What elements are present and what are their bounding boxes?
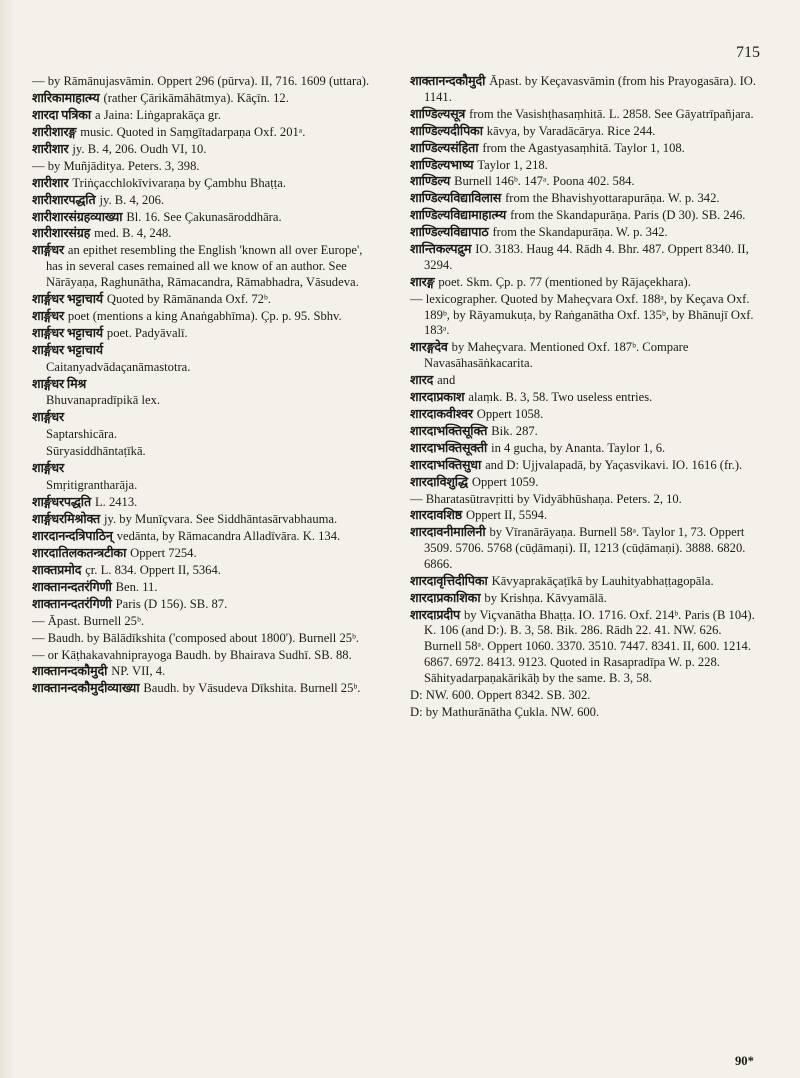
sanskrit-headword: शाण्डिल्यसूत्र (410, 106, 466, 121)
entry-text: jy. B. 4, 206. Oudh VI, 10. (72, 141, 207, 156)
catalog-entry (410, 688, 760, 704)
entry-text: Triṅçacchlokīvivaraṇa by Çambhu Bhaṭṭa. (72, 175, 286, 190)
catalog-entry (32, 74, 382, 90)
catalog-entry (410, 242, 760, 274)
entry-text: from the Vasishṭhasaṃhitā. L. 2858. See Gāyatrīpañjara. (469, 106, 754, 121)
sanskrit-headword: शाण्डिल्यविद्यामाहात्म्य (410, 208, 507, 223)
sanskrit-headword: शारदावनीमालिनी (410, 525, 486, 540)
sanskrit-headword: शाण्डिल्य (410, 174, 451, 189)
entry-text: from the Bhavishyottarapurāṇa. W. p. 342. (505, 191, 720, 206)
sanskrit-headword: शारीशारङ्ग (32, 124, 77, 139)
entry-text: Burnell 146ᵇ. 147ᵃ. Poona 402. 584. (454, 174, 635, 189)
signature-mark: 90* (735, 1054, 754, 1068)
catalog-entry (32, 631, 382, 647)
catalog-entry (32, 546, 382, 562)
catalog-entry (410, 492, 760, 508)
catalog-entry (410, 424, 760, 440)
sanskrit-headword: शार्ङ्गधर भट्टाचार्य (32, 291, 103, 306)
sanskrit-headword: शार्ङ्गधर भट्टाचार्य (32, 325, 103, 340)
catalog-entry (410, 141, 760, 157)
catalog-entry (410, 407, 760, 423)
sanskrit-headword: शारदातिलकतन्त्रटीका (32, 545, 127, 560)
catalog-entry (410, 390, 760, 406)
sanskrit-headword: शाण्डिल्यसंहिता (410, 140, 479, 155)
entry-text: NP. VII, 4. (111, 664, 166, 679)
sanskrit-headword: शारिकामाहात्म्य (32, 90, 100, 105)
sanskrit-headword: शाक्तानन्दतरंगिणी (32, 579, 112, 594)
catalog-entry (410, 124, 760, 140)
catalog-entry (32, 91, 382, 107)
catalog-entry (32, 210, 382, 226)
page-number: 715 (736, 44, 760, 61)
catalog-entry (410, 208, 760, 224)
sanskrit-headword: शारङ्गदेव (410, 340, 448, 355)
entry-text: — lexicographer. Quoted by Maheçvara Oxf. 188ᵃ, by Keçava Oxf. 189ᵇ, by Rāyamukuṭa, by Raṅganātha Oxf. 135ᵇ, by Bhānujī Oxf. 183ᵃ. (410, 291, 754, 338)
sanskrit-headword: शाण्डिल्यभाष्य (410, 157, 474, 172)
sanskrit-headword: शारदाभक्तिसुधा (410, 457, 482, 472)
catalog-entry (32, 377, 382, 393)
catalog-entry (410, 174, 760, 190)
catalog-entry (32, 159, 382, 175)
sanskrit-headword: शारदाभक्तिसूक्ती (410, 440, 488, 455)
entry-text: IO. 3183. Haug 44. Rādh 4. Bhr. 487. Oppert 8340. II, 3294. (424, 242, 749, 272)
entry-text: Ben. 11. (115, 579, 158, 594)
entry-text: — by Rāmānujasvāmin. Oppert 296 (pūrva). II, 716. 1609 (uttara). (32, 74, 370, 88)
catalog-entry (32, 410, 382, 426)
catalog-entry (32, 243, 382, 290)
catalog-entry (410, 292, 760, 339)
sanskrit-headword: शार्ङ्गधर मिश्र (32, 376, 87, 391)
entry-text: by Vīranārāyaṇa. Burnell 58ᵃ. Taylor 1, 73. Oppert 3509. 5706. 5768 (cūḍāmaṇi). II, 1213 (cūḍāmaṇi). 3888. 6820. 6866. (424, 525, 746, 571)
catalog-entry (410, 225, 760, 241)
entry-text: an epithet resembling the English 'known all over Europe', has in several cases remained all we know of an author. See Nārāyaṇa, Raghunātha, Rāmacandra, Rāmabhadra, Vāsudeva. (46, 243, 363, 289)
catalog-entry (32, 393, 382, 409)
catalog-entry (32, 461, 382, 477)
entry-text: kāvya, by Varadācārya. Rice 244. (486, 123, 656, 138)
sanskrit-headword: शार्ङ्गधरपद्धति (32, 495, 91, 510)
entry-text: — or Kāṭhakavahniprayoga Baudh. by Bhairava Sudhī. SB. 88. (32, 647, 352, 662)
catalog-entry (32, 444, 382, 460)
catalog-entry (32, 343, 382, 359)
catalog-entry (32, 563, 382, 579)
catalog-entry (32, 478, 382, 494)
catalog-entry (32, 681, 382, 697)
catalog-entry (410, 591, 760, 607)
catalog-entry (410, 458, 760, 474)
entry-text: Oppert 1058. (476, 406, 544, 421)
sanskrit-headword: शारदा पत्रिका (32, 107, 91, 122)
sanskrit-headword: शारीशार (32, 175, 69, 190)
sanskrit-headword: शारदाभक्तिसूक्ति (410, 423, 488, 438)
entry-text: Bhuvanapradīpikā lex. (46, 393, 161, 408)
entry-text: alaṃk. B. 3, 58. Two useless entries. (468, 389, 653, 404)
catalog-entry (32, 226, 382, 242)
entry-text: Baudh. by Vāsudeva Dīkshita. Burnell 25ᵇ. (143, 681, 361, 696)
catalog-entry (410, 158, 760, 174)
catalog-entry (32, 292, 382, 308)
entry-text: music. Quoted in Saṃgītadarpaṇa Oxf. 201ᵃ. (80, 124, 306, 139)
sanskrit-headword: शार्ङ्गधर (32, 243, 64, 258)
entry-text: by Viçvanātha Bhaṭṭa. IO. 1716. Oxf. 214ᵇ. Paris (B 104). K. 106 (and D:). B. 3, 58. Bik. 286. Rādh 22. 41. NW. 626. Burnell 58ᵃ. Oppert 1060. 3370. 3510. 7447. 8341. II, 600. 1214. 6867. 6972. 8413. 9123. Quoted in Rasapradīpa W. p. 228. Sāhityadarpaṇakārikāḥ by the same. B. 3, 58. (424, 607, 755, 685)
entry-text: D: NW. 600. Oppert 8342. SB. 302. (410, 687, 591, 702)
catalog-entry (410, 441, 760, 457)
sanskrit-headword: शार्ङ्गधर भट्टाचार्य (32, 342, 103, 357)
entry-text: by Krishṇa. Kāvyamālā. (484, 590, 607, 605)
catalog-entry (32, 360, 382, 376)
catalog-entry (32, 193, 382, 209)
catalog-entry (410, 275, 760, 291)
entry-text: — by Muñjāditya. Peters. 3, 398. (32, 158, 200, 173)
sanskrit-headword: शारीशारसंग्रहव्याख्या (32, 209, 123, 224)
catalog-entry (410, 191, 760, 207)
entry-text: by Maheçvara. Mentioned Oxf. 187ᵇ. Compare Navasāhasāṅkacarita. (424, 340, 689, 370)
right-column (410, 74, 760, 722)
catalog-entry (32, 309, 382, 325)
sanskrit-headword: शारदानन्दत्रिपाठिन् (32, 528, 113, 543)
entry-text: jy. B. 4, 206. (99, 192, 165, 207)
catalog-entry (32, 142, 382, 158)
entry-text: Saptarshicāra. (46, 427, 117, 442)
sanskrit-headword: शाण्डिल्यदीपिका (410, 123, 483, 138)
left-column (32, 74, 382, 698)
sanskrit-headword: शारङ्ग (410, 274, 435, 289)
catalog-entry (32, 326, 382, 342)
sanskrit-headword: शार्ङ्गधर (32, 410, 64, 425)
entry-text: — Āpast. Burnell 25ᵇ. (32, 613, 144, 628)
catalog-entry (32, 529, 382, 545)
sanskrit-headword: शान्तिकल्पद्रुम (410, 242, 472, 257)
sanskrit-headword: शार्ङ्गधर (32, 308, 64, 323)
catalog-entry (32, 648, 382, 664)
entry-text: and D: Ujjvalapadā, by Yaçasvikavi. IO. 1616 (fr.). (485, 457, 743, 472)
catalog-entry (410, 508, 760, 524)
entry-text: from the Agastyasaṃhitā. Taylor 1, 108. (482, 140, 685, 155)
entry-text: Bik. 287. (491, 423, 538, 438)
entry-text: Quoted by Rāmānanda Oxf. 72ᵇ. (106, 291, 271, 306)
sanskrit-headword: शाक्तप्रमोद (32, 562, 82, 577)
sanskrit-headword: शारदाप्रदीप (410, 607, 460, 622)
sanskrit-headword: शाक्तानन्दकौमुदीव्याख्या (32, 681, 140, 696)
sanskrit-headword: शारदावृत्तिदीपिका (410, 573, 488, 588)
page-spine-shadow (0, 0, 14, 1078)
catalog-entry (410, 574, 760, 590)
entry-text: poet (mentions a king Anaṅgabhīma). Çp. p. 95. Sbhv. (67, 308, 342, 323)
sanskrit-headword: शाक्तानन्दतरंगिणी (32, 596, 112, 611)
sanskrit-headword: शारदाकवीश्वर (410, 406, 473, 421)
sanskrit-headword: शार्ङ्गधर (32, 461, 64, 476)
entry-text: D: by Mathurānātha Çukla. NW. 600. (410, 704, 600, 719)
catalog-entry (32, 427, 382, 443)
entry-text: çr. L. 834. Oppert II, 5364. (85, 562, 221, 577)
entry-text: — Baudh. by Bālādīkshita ('composed about 1800'). Burnell 25ᵇ. (32, 630, 360, 645)
entry-text: Kāvyaprakāçaṭīkā by Lauhityabhaṭṭagopāla. (491, 573, 714, 588)
entry-text: Āpast. by Keçavasvāmin (from his Prayogasāra). IO. 1141. (424, 74, 757, 104)
entry-text: Bl. 16. See Çakunasāroddhāra. (126, 209, 282, 224)
sanskrit-headword: शारीशारसंग्रह (32, 226, 91, 241)
entry-text: Oppert 1059. (471, 474, 539, 489)
sanskrit-headword: शारद (410, 372, 434, 387)
sanskrit-headword: शारदाप्रकाशिका (410, 590, 481, 605)
entry-text: vedānta, by Rāmacandra Alladīvāra. K. 134. (116, 528, 341, 543)
sanskrit-headword: शार्ङ्गधरमिश्रोक्त (32, 512, 100, 526)
sanskrit-headword: शाण्डिल्यविद्याविलास (410, 191, 502, 206)
catalog-entry (32, 664, 382, 680)
sanskrit-headword: शारीशार (32, 141, 69, 156)
entry-text: and (437, 372, 456, 387)
catalog-entry (32, 512, 382, 528)
entry-text: — Bharatasūtravṛitti by Vidyābhūshaṇa. Peters. 2, 10. (410, 491, 682, 506)
catalog-entry (410, 373, 760, 389)
catalog-entry (32, 597, 382, 613)
entry-text: a Jaina: Liṅgaprakāça gr. (94, 107, 221, 122)
catalog-entry (410, 525, 760, 572)
entry-text: med. B. 4, 248. (94, 226, 172, 241)
entry-text: jy. by Munīçvara. See Siddhāntasārvabhauma. (104, 512, 338, 526)
sanskrit-headword: शारीशारपद्धति (32, 192, 96, 207)
catalog-entry (410, 340, 760, 372)
entry-text: Smṛitigrantharāja. (46, 478, 138, 493)
sanskrit-headword: शाक्तानन्दकौमुदी (410, 74, 486, 88)
entry-text: Oppert II, 5594. (465, 508, 548, 523)
entry-text: Paris (D 156). SB. 87. (115, 596, 228, 611)
entry-text: in 4 gucha, by Ananta. Taylor 1, 6. (491, 440, 666, 455)
catalog-entry (32, 108, 382, 124)
catalog-entry (32, 614, 382, 630)
catalog-entry (410, 475, 760, 491)
entry-text: poet. Padyāvalī. (106, 325, 188, 340)
entry-text: Taylor 1, 218. (477, 157, 548, 172)
catalog-entry (410, 608, 760, 687)
sanskrit-headword: शाण्डिल्यविद्यापाठ (410, 225, 489, 240)
catalog-entry (32, 176, 382, 192)
entry-text: from the Skandapurāṇa. W. p. 342. (492, 225, 668, 240)
sanskrit-headword: शाक्तानन्दकौमुदी (32, 664, 108, 679)
entry-text: L. 2413. (94, 495, 138, 510)
entry-text: (rather Çārikāmāhātmya). Kāçīn. 12. (103, 90, 289, 105)
catalog-entry (32, 580, 382, 596)
catalog-entry (32, 495, 382, 511)
catalog-entry (410, 705, 760, 721)
sanskrit-headword: शारदाप्रकाश (410, 389, 465, 404)
entry-text: Sūryasiddhāntaṭīkā. (46, 444, 146, 459)
sanskrit-headword: शारदावशिष्ठ (410, 508, 462, 523)
catalog-entry (410, 74, 760, 106)
entry-text: Caitanyadvādaçanāmastotra. (46, 359, 191, 374)
entry-text: from the Skandapurāṇa. Paris (D 30). SB. 246. (510, 208, 746, 223)
catalog-entry (410, 107, 760, 123)
catalog-entry (32, 125, 382, 141)
entry-text: poet. Skm. Çp. p. 77 (mentioned by Rājaçekhara). (438, 274, 691, 289)
sanskrit-headword: शारदाविशुद्धि (410, 474, 468, 489)
entry-text: Oppert 7254. (130, 545, 197, 560)
